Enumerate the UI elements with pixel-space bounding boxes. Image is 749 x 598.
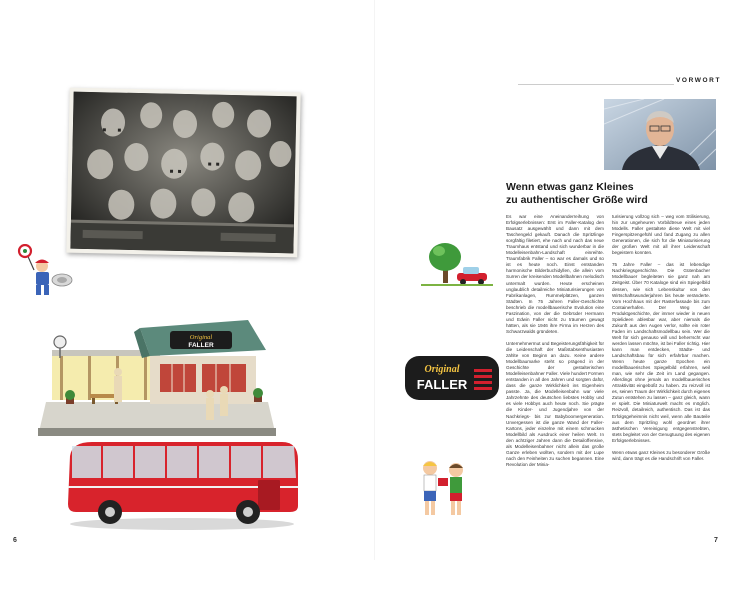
station-building-model (30, 298, 280, 443)
column1-paragraph: Unternehmermut und Begeisterungsfähigkeit für die Leidenschaft der Maßstabsenthusiasten zählte von Beginn an dazu. Keine andere Modellbaumarke steht so prägend in der Geschichte der gestalterischen Modelleisenbahner Faller. Viele hundert Formen entstanden in all den Jahren und sorgten dafür, dass die ganze Wirklichkeit ins Eigenheim passte. Ja, die Modelleisenbahn war viele Jahrzehnte des deutschen liebstes Hobby und es viele Hobbys auch heute noch. Sie prägte die Kinder- und Jugendjahre von der Nachkriegs- bis zur Babyboomergeneration. Unvergessen ist die ganze Wand der Faller-Kartons, jeder einzelne mit einem schmucken Modellbild als Ausdruck einer heilen Welt. In den achtziger Jahren dann die Detailoffensive, als Modelleisenbahner nicht allein das große Ganze erleben wollten, sondern mit der Lupe nach den Feinheiten zu suchen begannen. Eine Revolution der Minia- (506, 340, 604, 467)
right-page-number: 7 (714, 537, 718, 544)
article-column-1 (506, 214, 604, 534)
logo-original-text: Original (424, 364, 460, 375)
page-gutter (374, 0, 375, 560)
article-headline (506, 181, 706, 207)
column2-paragraph: turisierung vollzog sich – weg vom Stilisierung, hin zur ungeheuren Vorbildtreue eines jeden Modells. Faller gestaltete diese Welt mit viel Fingerspitzengefühl und fand Zugang zu allen Generationen, die sich für die Miniaturisierung der großen Welt mit all ihrer Leidenschaft begeistern konnten. (612, 214, 710, 256)
children-illustration (410, 456, 480, 522)
article-column-2 (612, 214, 710, 534)
headline-line-1: Wenn etwas ganz Kleines (506, 181, 634, 193)
column2-paragraph: 75 Jahre Faller – das ist lebendige Nachkriegsgeschichte. Die Gütenbacher Modellbauer begleiteten sie ganz nah am Zeitgeist. Über 70 Kataloge sind ein Spiegelbild dessen, wie sich Lebenskultur von den Wirtschaftswunderjahren bis heute veränderte. Vom Hochhaus mit der Rasterfassade bis zum Containerhafen. Der Weg der Produktgeschichte, der immer wieder in neuen Spielideen ablesbar war, aber niemals die Zukunft aus den Augen verlor, sollte ein roter Faden im Landschaftsmodellbau sein. Wer die Welt für sich genauso will und beherrscht war werden lassen möchte, ist bei Faller richtig. Hier kann man entdecken, Städte- und Landschaftsbau für sich erfahrbar machen. Wenn heute ganze Epochen ein modellbauerisches Spiegelbild erfahren, weil man, wie sehr die Zeit im Land gegangen. Allerdings ohne jemals an modellbauerisches Attraktivität eingebüßt zu haben. Zu reizvoll ist es, seinen Traum der Wirklichkeit durch eigenes Zutun entstehen zu lassen – ganz gleich, wann er spielt. Die Miniaturwelt macht es möglich. Reizvoll, detailreich, authentisch. Das ist das Erfolgsgeheimnis nicht weil, wenn alle Bauteile aus dem Spritzling wohl geordnet ihrer ästhetischen Vereinigung entgegenstrebten, stets begleitet von der Genugtuung des eigenen Erfolgserlebnisses. (612, 262, 710, 443)
column2-paragraph: Wenn etwas ganz Kleines zu besonderer Größe wird, dann trägt es die Handschrift von Faller. (612, 449, 710, 461)
section-rule (518, 84, 674, 85)
children-photo-image (70, 92, 296, 254)
section-label: VORWORT (676, 77, 722, 84)
station-sign-faller: FALLER (188, 342, 214, 349)
tree-car-illustration (417, 241, 497, 291)
column1-paragraph: Es war eine Aneinanderreihung von Erfolgserlebnissen: Erst im Faller-Katalog den Bausatz ausgewählt und dann mit dem Taschengeld gekauft. Danach die Spritzlinge sorgfältig filetiert, ehe nach und nach das neue Traumhaus entstand und sich wunderbar in die Modelleisenbahn-Landschaft einreihte. Traumfabrik Faller – so war es damals und so ist es heute noch. Einst entstanden harmonische Bilderbuchidyllen, die allein vom Surren der kreisenden Modellbahnen melodisch untermalt wurden. Heute erscheinen unglaublich detailreiche Miniaturisierungen von Fabrikanlagen, Rummelplätzen, ganzen Städten. In 75 Jahren Faller-Geschichte beschrieb die modellbauerische Evolution eine Faszination, von der die Gebrüder Hermann und Edwin Faller nicht zu träumen gewagt hätten, als sie 1946 ihre Firma im Herzen des Schwarzwalds gründeten. (506, 214, 604, 334)
author-portrait (604, 99, 716, 170)
bus-model (62, 436, 302, 532)
railway-worker-illustration (16, 244, 78, 304)
portrait-image (604, 99, 716, 170)
headline-line-2: zu authentischer Größe wird (506, 194, 648, 206)
logo-faller-text: FALLER (416, 377, 468, 392)
left-page-number: 6 (13, 537, 17, 544)
station-sign-original: Original (189, 334, 213, 341)
vintage-children-photo (66, 88, 300, 258)
faller-logo (404, 355, 500, 401)
